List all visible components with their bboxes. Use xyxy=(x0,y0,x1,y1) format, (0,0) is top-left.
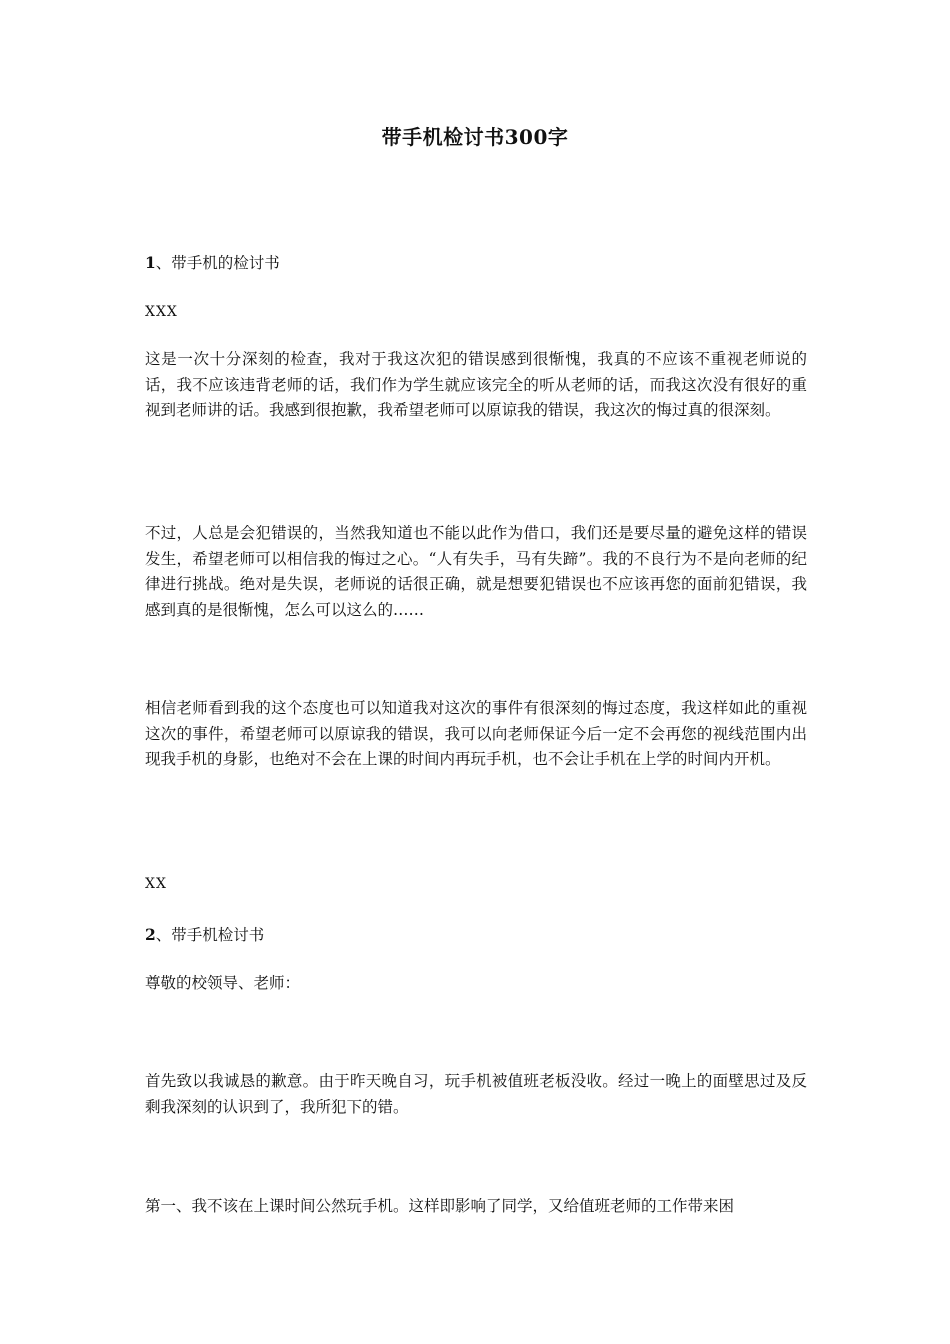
section-2-number: 2 xyxy=(145,925,156,944)
section-2-paragraph-1: 首先致以我诚恳的歉意。由于昨天晚自习，玩手机被值班老板没收。经过一晚上的面壁思过及反剩我深刻的认识到了，我所犯下的错。 xyxy=(145,1072,807,1116)
section-1-addressee: XXX xyxy=(145,304,178,320)
section-1-paragraph-2: 不过，人总是会犯错误的，当然我知道也不能以此作为借口，我们还是要尽量的避免这样的错误发生，希望老师可以相信我的悔过之心。“人有失手，马有失蹄”。我的不良行为不是向老师的纪律进行挑战。绝对是失误，老师说的话很正确，就是想要犯错误也不应该再您的面前犯错误，我感到真的是很惭愧，怎么可以这么的…… xyxy=(145,524,807,619)
section-2-heading-text: 、带手机检讨书 xyxy=(155,926,265,944)
section-2-heading xyxy=(145,922,807,949)
section-2-paragraph-2: 第一、我不该在上课时间公然玩手机。这样即影响了同学，又给值班老师的工作带来困 xyxy=(145,1197,735,1215)
section-1-heading-text: 、带手机的检讨书 xyxy=(155,254,280,272)
section-1-number: 1 xyxy=(145,253,156,272)
section-1-signature: XX xyxy=(145,876,167,892)
section-2-greeting: 尊敬的校领导、老师： xyxy=(145,974,301,992)
section-1-paragraph-1: 这是一次十分深刻的检查，我对于我这次犯的错误感到很惭愧，我真的不应该不重视老师说的话，我不应该违背老师的话，我们作为学生就应该完全的听从老师的话，而我这次没有很好的重视到老师讲的话。我感到很抱歉，我希望老师可以原谅我的错误，我这次的悔过真的很深刻。 xyxy=(145,350,807,419)
document-title: 带手机检讨书300字 xyxy=(381,125,569,149)
section-1-heading xyxy=(145,250,807,277)
section-1-paragraph-3: 相信老师看到我的这个态度也可以知道我对这次的事件有很深刻的悔过态度，我这样如此的重视这次的事件，希望老师可以原谅我的错误，我可以向老师保证今后一定不会再您的视线范围内出现我手机的身影，也绝对不会在上课的时间内再玩手机，也不会让手机在上学的时间内开机。 xyxy=(145,699,807,768)
